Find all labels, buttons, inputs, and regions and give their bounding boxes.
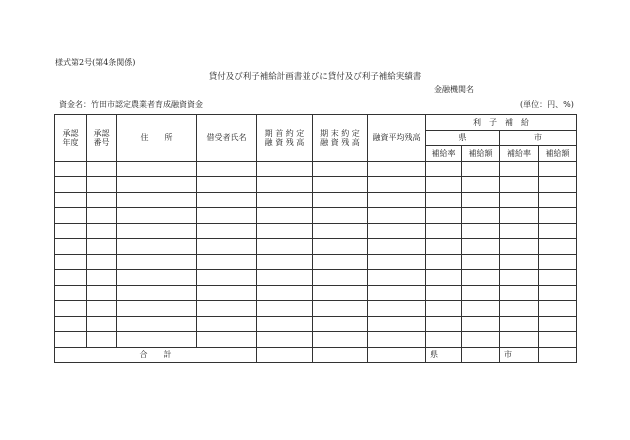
header-ending-balance: 期 末 約 定 融 資 残 高 — [313, 115, 368, 162]
table-row — [55, 208, 577, 224]
subsidy-table — [54, 114, 577, 363]
unit-label: (単位：円、%) — [520, 100, 574, 109]
header-borrower-name: 借受者氏名 — [197, 115, 257, 162]
table-row — [55, 223, 577, 239]
total-city-label: 市 — [500, 347, 539, 363]
table-row — [55, 270, 577, 286]
form-number: 様式第2号(第4条関係) — [55, 58, 136, 67]
header-prefecture: 県 — [426, 130, 500, 146]
total-prefecture-label: 県 — [426, 347, 462, 363]
header-city: 市 — [500, 130, 577, 146]
table-row — [55, 192, 577, 208]
header-approval-number: 承認 番号 — [87, 115, 117, 162]
header-pref-rate: 補給率 — [426, 146, 462, 162]
table-row — [55, 177, 577, 193]
header-interest-subsidy: 利 子 補 給 — [426, 115, 577, 131]
totals-row — [55, 347, 577, 363]
table-row — [55, 161, 577, 177]
fund-name: 資金名：竹田市認定農業者育成融資資金 — [59, 100, 203, 109]
table-row — [55, 285, 577, 301]
institution-label: 金融機関名 — [434, 85, 474, 94]
total-label: 合 計 — [55, 347, 257, 363]
table-row — [55, 332, 577, 348]
header-initial-balance: 期 首 約 定 融 資 残 高 — [257, 115, 313, 162]
header-pref-amount: 補給額 — [462, 146, 500, 162]
table-row — [55, 301, 577, 317]
table-row — [55, 239, 577, 255]
header-city-amount: 補給額 — [539, 146, 577, 162]
table-row — [55, 316, 577, 332]
header-city-rate: 補給率 — [500, 146, 539, 162]
header-average-balance: 融資平均残高 — [368, 115, 426, 162]
header-address: 住 所 — [117, 115, 197, 162]
document-title: 貸付及び利子補給計画書並びに貸付及び利子補給実績書 — [208, 72, 422, 82]
header-approval-year: 承認 年度 — [55, 115, 87, 162]
table-row — [55, 254, 577, 270]
